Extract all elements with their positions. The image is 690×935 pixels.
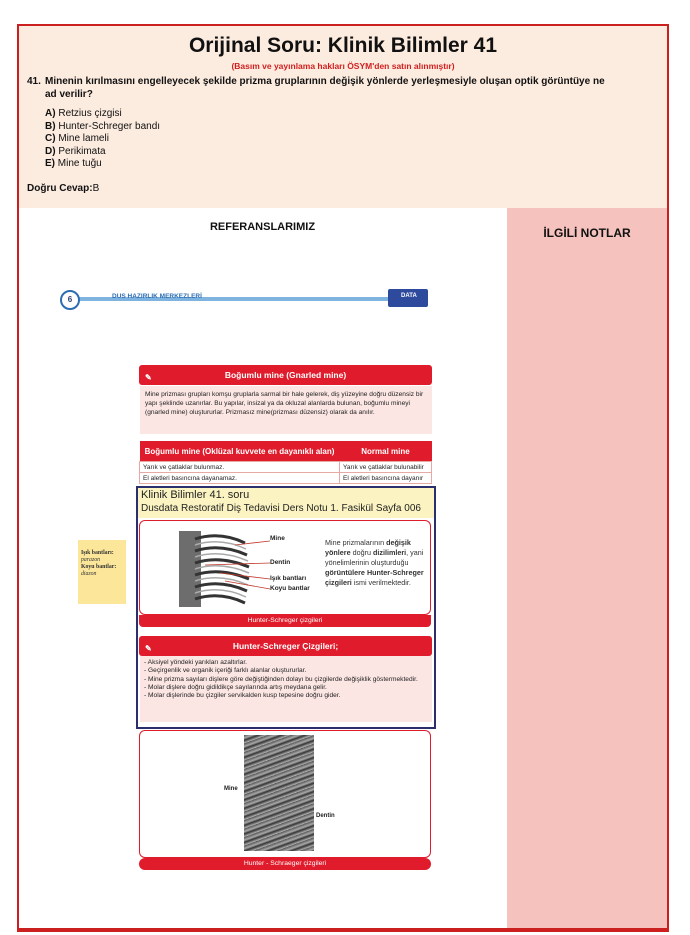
photo-label-mine: Mine bbox=[224, 786, 238, 792]
option-c[interactable]: C) Mine lameli bbox=[45, 133, 109, 144]
label-mine: Mine bbox=[270, 535, 285, 542]
page-number-badge: 6 bbox=[60, 290, 80, 310]
correct-answer: Doğru Cevap:B bbox=[27, 183, 100, 194]
question-line2: ad verilir? bbox=[45, 88, 93, 100]
list-item: - Geçirgenlik ve organik içeriği farklı alanlar oluştururlar. bbox=[144, 667, 307, 675]
diagram-caption: Hunter-Schreger çizgileri bbox=[139, 615, 431, 627]
table-header-gnarled: Boğumlu mine (Oklüzal kuvvete en dayanıklı alan) bbox=[140, 441, 340, 462]
option-e[interactable]: E) Mine tuğu bbox=[45, 158, 102, 169]
list-item: - Molar dişlere doğru gidildikçe sayılarında artış meydana gelir. bbox=[144, 683, 327, 691]
label-dentin: Dentin bbox=[270, 559, 291, 566]
question-text bbox=[27, 76, 647, 101]
header-label: DUS HAZIRLIK MERKEZLERİ bbox=[112, 293, 202, 300]
dusdata-logo: DATA bbox=[388, 289, 428, 307]
page-title: Orijinal Soru: Klinik Bilimler 41 bbox=[188, 34, 498, 57]
hunter-heading: ✎ Hunter-Schreger Çizgileri; bbox=[139, 636, 432, 656]
list-item: - Mine prizma sayıları dişlere göre değiştiğinden dolayı bu çizgilerde değişiklik göstermektedir. bbox=[144, 675, 418, 683]
comparison-table bbox=[139, 441, 432, 484]
micrograph-image bbox=[244, 735, 314, 851]
label-dark-bands: Koyu bantlar bbox=[270, 585, 310, 592]
source-line2: Dusdata Restoratif Diş Tedavisi Ders Notu 1. Fasikül Sayfa 006 bbox=[141, 503, 421, 514]
copyright-subtitle: (Basım ve yayınlama hakları ÖSYM'den satın alınmıştır) bbox=[231, 61, 455, 71]
bottom-bar bbox=[17, 928, 669, 932]
photo-label-dentin: Dentin bbox=[316, 813, 335, 819]
pen-icon: ✎ bbox=[145, 644, 152, 653]
gnarled-paragraph: Mine prizması grupları komşu gruplarla sarmal bir hale gelerek, diş yüzeyine doğru düzensiz bir yapı şeklinde uzanırlar. Bu yapılar, insizal ya da okluzal alanlarda bulunan, boğumlu mineyi (gnarled mine) oluştururlar. Prizmasız mine(prizması düzensiz) olarak da anılır. bbox=[140, 386, 432, 434]
option-b[interactable]: B) Hunter-Schreger bandı bbox=[45, 120, 161, 132]
question-number: 41. bbox=[27, 76, 41, 87]
option-a[interactable]: A) Retzius çizgisi bbox=[45, 108, 122, 119]
label-light-bands: Işık bantları bbox=[270, 575, 307, 582]
micrograph-caption: Hunter - Schraeger çizgileri bbox=[139, 858, 431, 870]
pen-icon: ✎ bbox=[145, 373, 152, 382]
list-item: - Molar dişlerinde bu çizgiler servikalden kusp tepesine doğru gider. bbox=[144, 692, 341, 700]
table-row: El aletleri basıncına dayanamaz. El aletleri basıncına dayanır bbox=[140, 473, 432, 484]
source-frame bbox=[136, 486, 436, 729]
options-list bbox=[45, 108, 160, 171]
gnarled-heading: ✎ Boğumlu mine (Gnarled mine) bbox=[139, 365, 432, 385]
table-row: Yarık ve çatlaklar bulunmaz. Yarık ve çatlaklar bulunabilir bbox=[140, 462, 432, 473]
diagram-description: Mine prizmalarının değişik yönlere doğru dizilimleri, yani yönelimlerinin oluşturduğu görüntülere Hunter-Schreger çizgileri ismi verilmektedir. bbox=[325, 538, 424, 587]
option-d[interactable]: D) Perikimata bbox=[45, 145, 106, 157]
list-item: - Aksiyel yöndeki yarıkları azaltırlar. bbox=[144, 659, 247, 666]
notes-title: İLGİLİ NOTLAR bbox=[543, 226, 631, 240]
references-title: REFERANSLARIMIZ bbox=[209, 221, 316, 233]
source-line1: Klinik Bilimler 41. soru bbox=[141, 489, 250, 501]
sticky-note: Işık bantları: parazon Koyu bantlar: diazon bbox=[78, 540, 126, 604]
question-line1: Minenin kırılmasını engelleyecek şekilde prizma gruplarının değişik yönlerde yerleşmesiyle oluşan optik görüntüye ne bbox=[45, 76, 605, 87]
table-header-normal: Normal mine bbox=[340, 441, 432, 462]
